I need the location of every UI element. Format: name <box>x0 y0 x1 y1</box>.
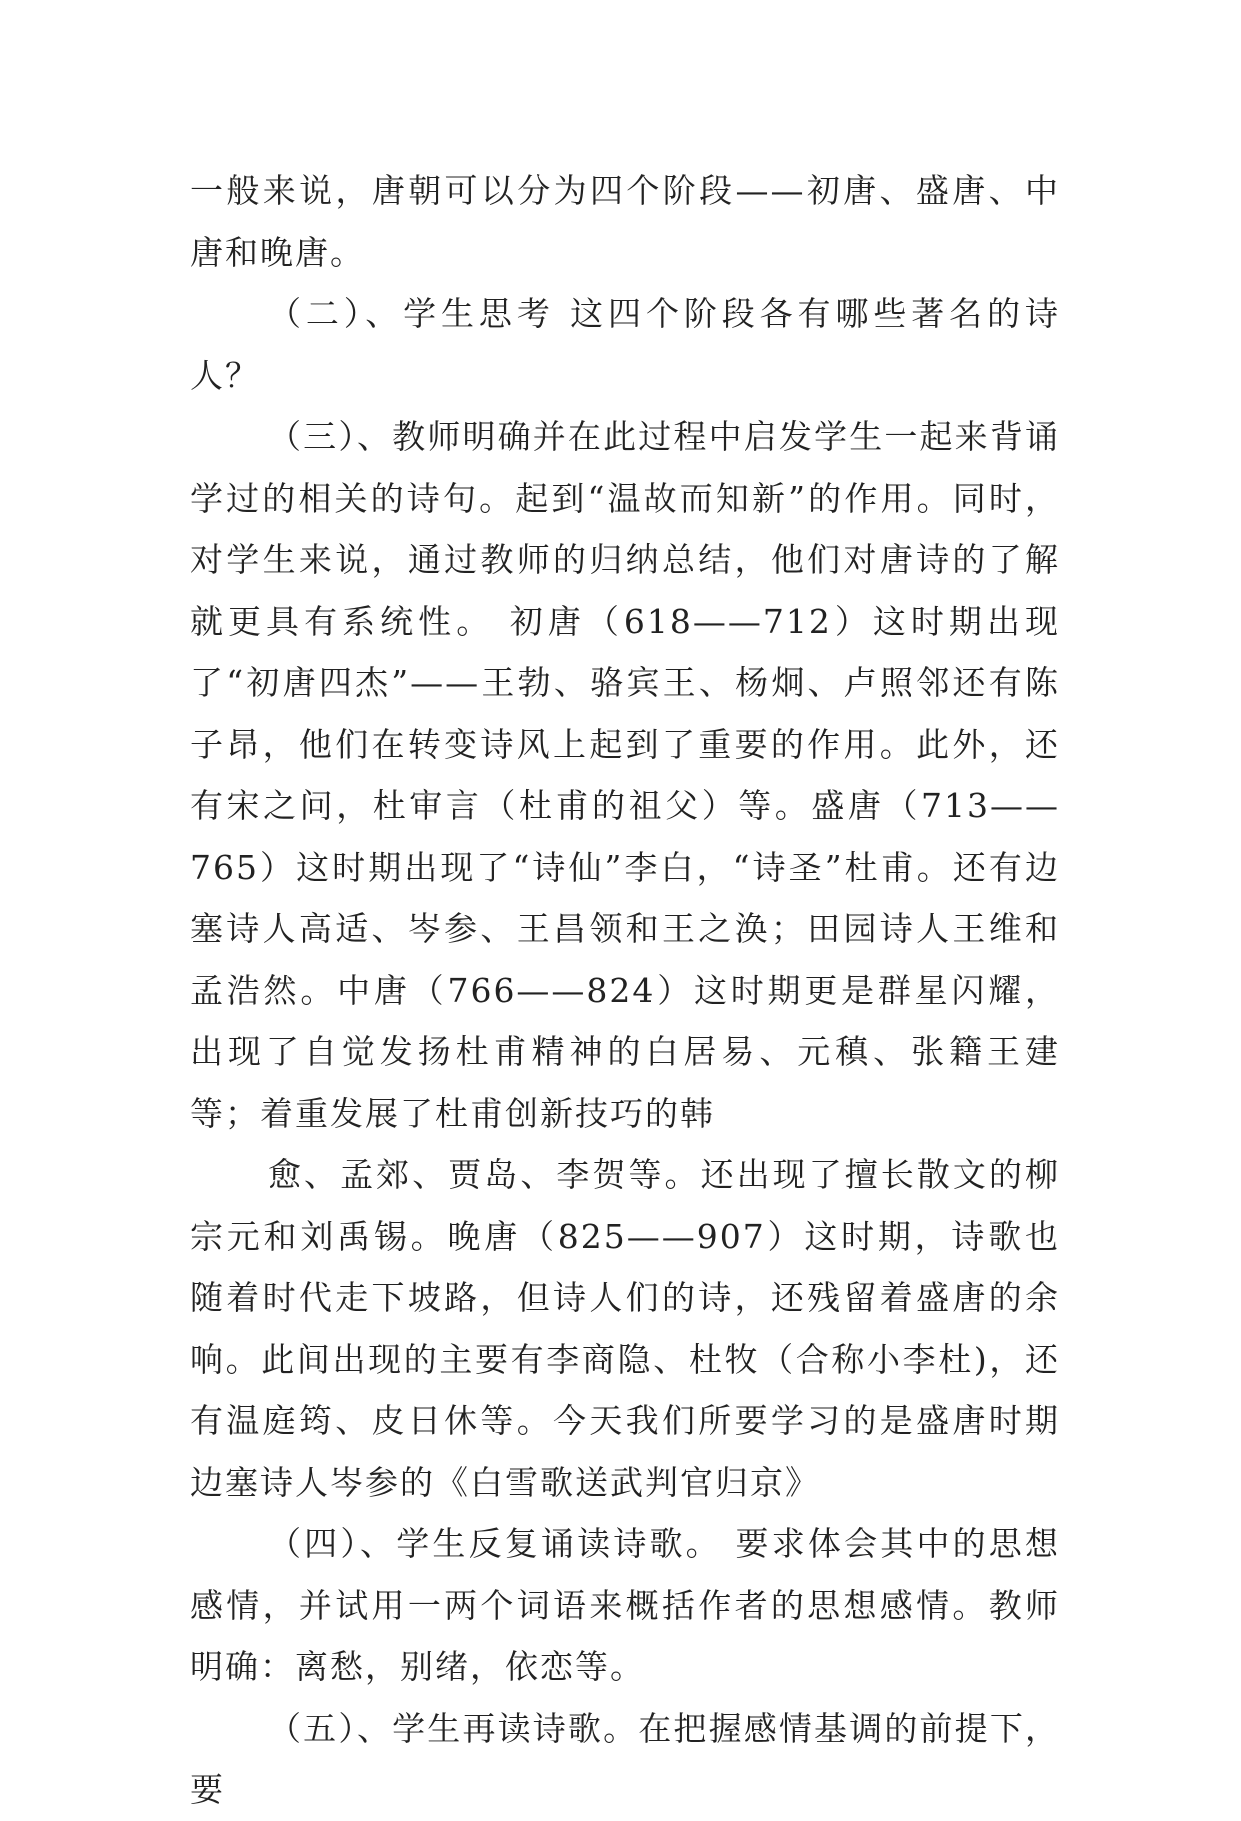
paragraph-step-two: （二）、学生思考 这四个阶段各有哪些著名的诗人？ <box>190 294 1060 395</box>
document-body <box>190 160 1060 1821</box>
paragraph-step-three-continued: 愈、孟郊、贾岛、李贺等。还出现了擅长散文的柳宗元和刘禹锡。晚唐（825——907）这时期，诗歌也随着时代走下坡路，但诗人们的诗，还残留着盛唐的余响。此间出现的主要有李商隐、杜牧（合称小李杜)，还有温庭筠、皮日休等。今天我们所要学习的是盛唐时期边塞诗人岑参的《白雪歌送武判官归京》 <box>190 1155 1060 1502</box>
paragraph-step-four: （四）、学生反复诵读诗歌。 要求体会其中的思想感情，并试用一两个词语来概括作者的思想感情。教师明确：离愁，别绪，依恋等。 <box>190 1524 1060 1686</box>
paragraph-tang-periods-intro: 一般来说，唐朝可以分为四个阶段——初唐、盛唐、中唐和晚唐。 <box>190 171 1060 272</box>
paragraph-step-three: （三）、教师明确并在此过程中启发学生一起来背诵学过的相关的诗句。起到“温故而知新”的作用。同时，对学生来说，通过教师的归纳总结，他们对唐诗的了解就更具有系统性。 初唐（618——712）这时期出现了“初唐四杰”——王勃、骆宾王、杨炯、卢照邻还有陈子昂，他们在转变诗风上起到了重要的作用。此外，还有宋之问，杜审言（杜甫的祖父）等。盛唐（713——765）这时期出现了“诗仙”李白，“诗圣”杜甫。还有边塞诗人高适、岑参、王昌领和王之涣；田园诗人王维和孟浩然。中唐（766——824）这时期更是群星闪耀，出现了自觉发扬杜甫精神的白居易、元稹、张籍王建等；着重发展了杜甫创新技巧的韩 <box>190 417 1060 1133</box>
paragraph-step-five: （五）、学生再读诗歌。在把握感情基调的前提下，要 <box>190 1708 1060 1809</box>
